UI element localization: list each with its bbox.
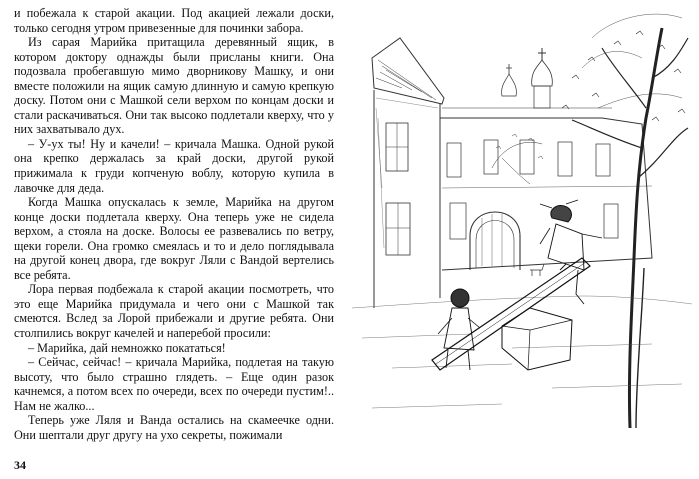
paragraph: – Марийка, дай немножко покататься!	[28, 340, 226, 355]
small-girl	[438, 289, 480, 370]
illustration	[352, 8, 692, 438]
paragraph: Из сарая Марийка притащила деревянный ящик, в котором доктору однажды были присланы книги. Она подозвала пробегавшую мимо дворникову Машку, и они вместе положили на ящик самую длинную и самую крепкую доску. Потом они с Машкой сели верхом по концам доски и стали раскачиваться. Они так высоко подлетали кверху, что у них захватывало дух.	[14, 35, 334, 137]
paragraph: Теперь уже Ляля и Ванда остались на скамеечке одни. Они шептали друг другу на ухо секреты, пожимали	[14, 413, 334, 442]
standing-girl	[540, 200, 602, 304]
small-tree	[492, 134, 543, 184]
paragraph: – Сейчас, сейчас! – кричала Марийка, подлетая на такую высоту, что было страшно глядеть. – Еще один разок качнемся, а потом всех по очереди, всех по очереди пустим!.. Нам не жалко...	[14, 355, 334, 413]
see-saw	[432, 258, 590, 370]
text-column	[14, 6, 334, 442]
paragraph: Когда Машка опускалась к земле, Марийка на другом конце доски подлетала кверху. Она теперь уже не сидела верхом, а стояла на доске. Волосы ее развевались по ветру, щеки горели. Она громко смеялась и то и дело поглядывала на другой конец двора, где вокруг Ляли с Вандой вертелись все ребята.	[14, 195, 334, 282]
paragraph: – У-ух ты! Ну и качели! – кричала Машка. Одной рукой она крепко держалась за край доски, другой рукой прижимала к груди копченую воблу, которую купила в лавочке для деда.	[14, 136, 334, 195]
dog	[530, 264, 544, 276]
church	[502, 48, 553, 108]
acacia-tree	[562, 14, 688, 428]
page-number: 34	[14, 458, 26, 472]
paragraph: Лора первая подбежала к старой акации посмотреть, что это еще Марийка придумала и чего они с Машкой так смеются. Вслед за Лорой прибежали и другие ребята. Они столпились вокруг качелей и наперебой просили:	[14, 282, 334, 341]
left-house	[372, 38, 444, 308]
paragraph: и побежала к старой акации. Под акацией лежали доски, только сегодня утром привезенные для починки забора.	[14, 6, 334, 35]
back-building	[440, 108, 652, 270]
